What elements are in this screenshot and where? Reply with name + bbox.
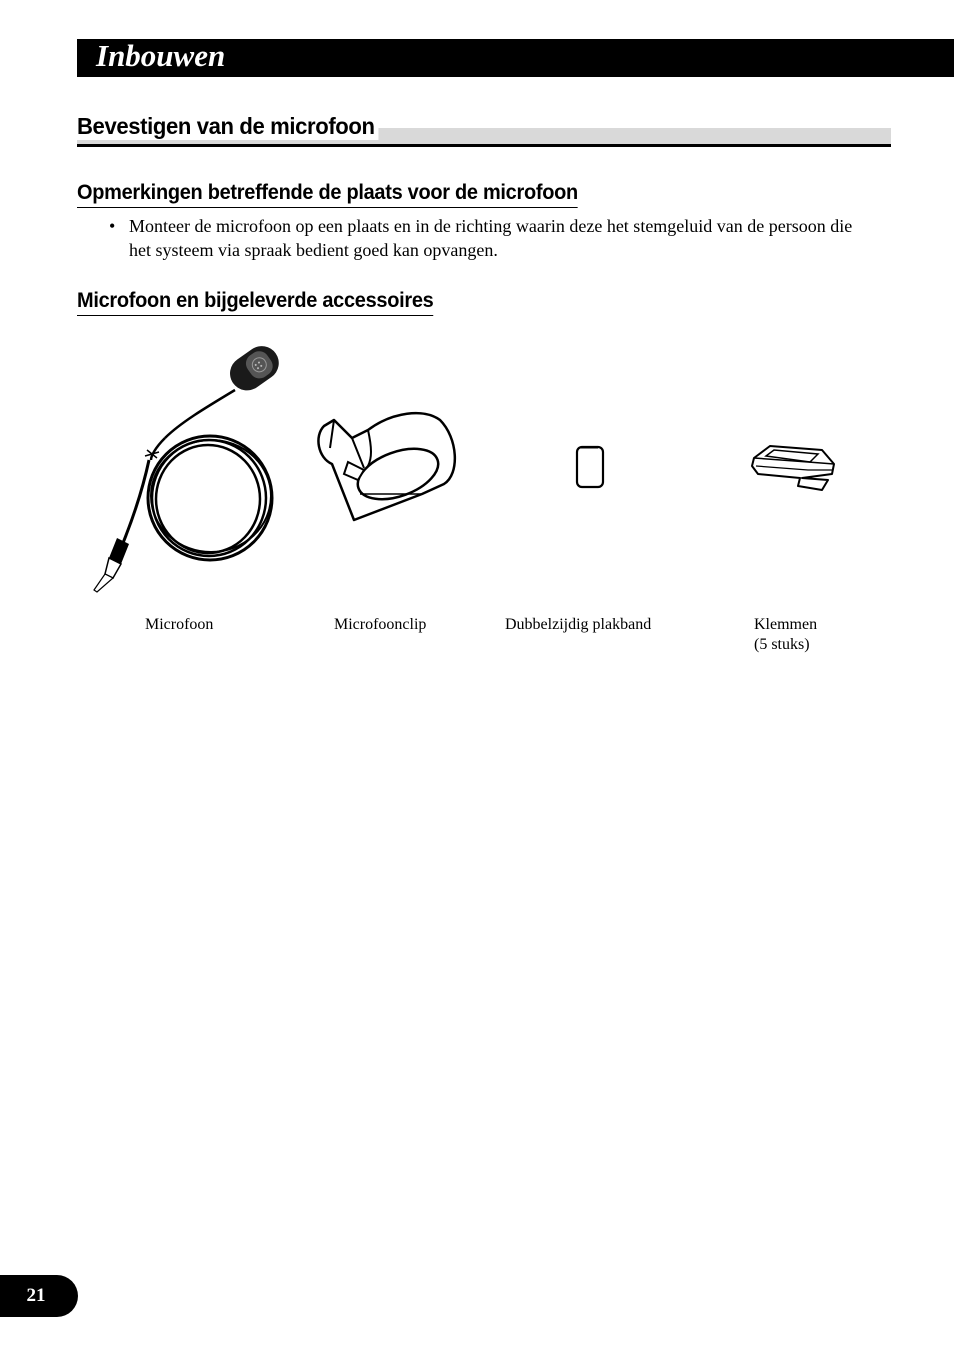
microphone-clip-icon xyxy=(312,408,462,526)
list-item xyxy=(107,214,877,262)
caption-clamps: Klemmen xyxy=(754,616,818,633)
chapter-title: Inbouwen xyxy=(96,38,226,73)
page-number-badge xyxy=(0,1275,78,1317)
bullet-text: Monteer de microfoon op een plaats en in de richting waarin deze het stemgeluid van de persoon die het systeem via spraak bedient goed kan opvangen. xyxy=(129,216,853,260)
placement-heading: Opmerkingen betreffende de plaats voor de microfoon xyxy=(77,180,578,208)
chapter-header-bar xyxy=(77,39,954,77)
accessories-heading: Microfoon en bijgeleverde accessoires xyxy=(77,288,433,316)
bullet-icon: • xyxy=(109,216,116,236)
caption-clamps-quantity: (5 stuks) xyxy=(754,636,810,653)
caption-double-sided-tape: Dubbelzijdig plakband xyxy=(505,616,652,633)
caption-microphone: Microfoon xyxy=(145,616,214,633)
page-number: 21 xyxy=(26,1285,46,1306)
double-sided-tape-icon xyxy=(574,444,606,490)
clamp-icon xyxy=(748,440,840,494)
section-title: Bevestigen van de microfoon xyxy=(77,112,378,140)
section-heading-rule xyxy=(77,144,891,147)
placement-bullet-list xyxy=(107,214,877,262)
microphone-icon xyxy=(85,338,285,600)
caption-microphone-clip: Microfoonclip xyxy=(334,616,427,633)
section-heading xyxy=(77,112,891,148)
